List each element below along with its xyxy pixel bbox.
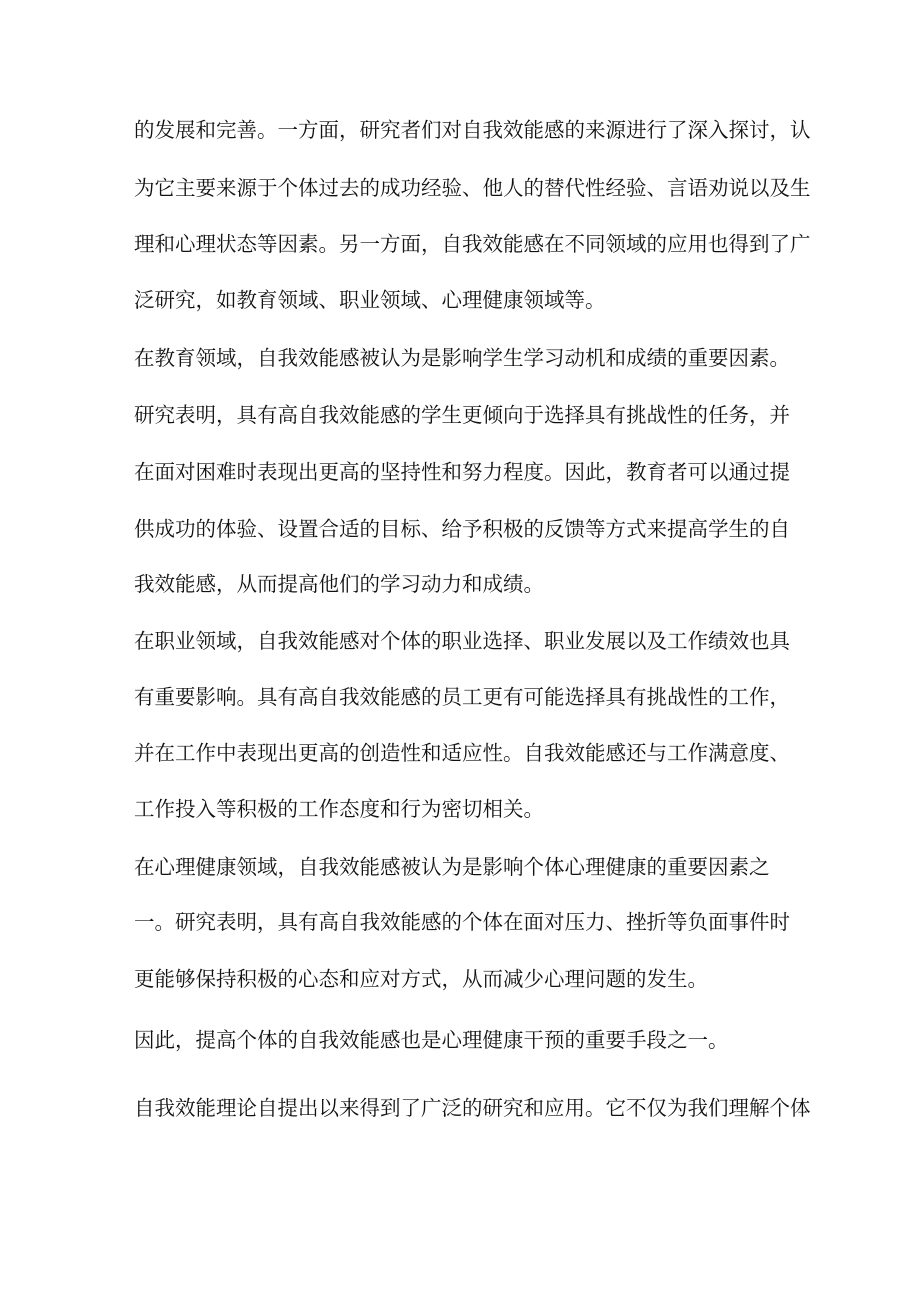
text-line: 因此，提高个体的自我效能感也是心理健康干预的重要手段之一。 [134,1028,729,1052]
text-line: 在面对困难时表现出更高的坚持性和努力程度。因此，教育者可以通过提 [134,460,790,484]
text-line: 在职业领域，自我效能感对个体的职业选择、职业发展以及工作绩效也具 [134,629,790,653]
text-line: 研究表明，具有高自我效能感的学生更倾向于选择具有挑战性的任务，并 [134,403,790,427]
text-line: 更能够保持积极的心态和应对方式，从而减少心理问题的发生。 [134,967,708,991]
text-line: 供成功的体验、设置合适的目标、给予积极的反馈等方式来提高学生的自 [134,517,790,541]
text-line: 理和心理状态等因素。另一方面，自我效能感在不同领域的应用也得到了广 [134,232,811,256]
text-line: 并在工作中表现出更高的创造性和适应性。自我效能感还与工作满意度、 [134,741,790,765]
text-line: 工作投入等积极的工作态度和行为密切相关。 [134,797,544,821]
text-line: 我效能感，从而提高他们的学习动力和成绩。 [134,572,544,596]
text-line: 的发展和完善。一方面，研究者们对自我效能感的来源进行了深入探讨，认 [134,118,811,142]
text-line: 自我效能理论自提出以来得到了广泛的研究和应用。它不仅为我们理解个体 [134,1096,811,1120]
text-line: 一。研究表明，具有高自我效能感的个体在面对压力、挫折等负面事件时 [134,910,790,934]
text-line: 在心理健康领域，自我效能感被认为是影响个体心理健康的重要因素之 [134,855,770,879]
text-line: 为它主要来源于个体过去的成功经验、他人的替代性经验、言语劝说以及生 [134,176,811,200]
text-line: 有重要影响。具有高自我效能感的员工更有可能选择具有挑战性的工作， [134,685,790,709]
text-line: 泛研究，如教育领域、职业领域、心理健康领域等。 [134,288,606,312]
text-line: 在教育领域，自我效能感被认为是影响学生学习动机和成绩的重要因素。 [134,346,790,370]
